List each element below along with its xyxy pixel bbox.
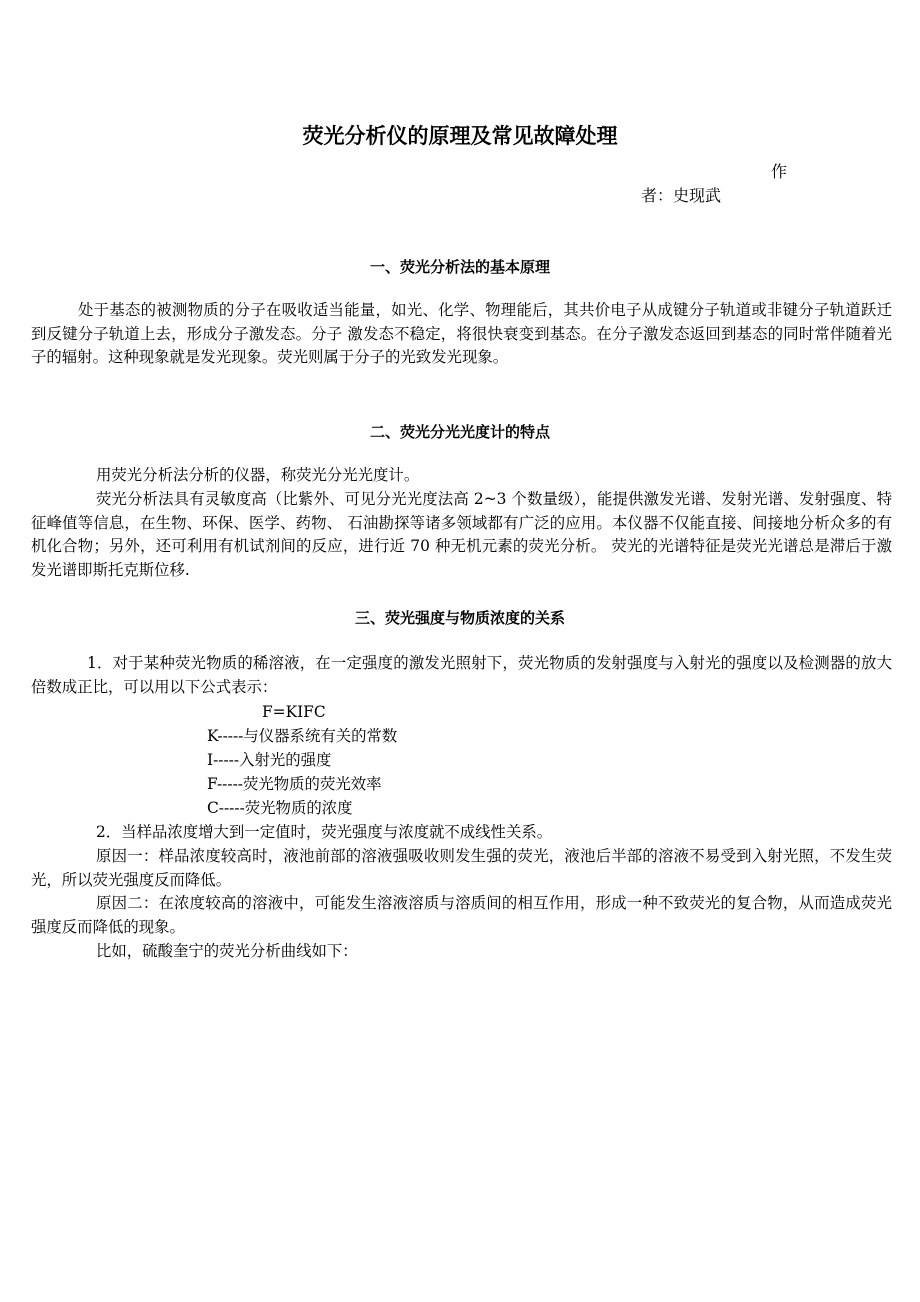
section-3-item-2: 2．当样品浓度增大到一定值时，荧光强度与浓度就不成线性关系。 (96, 823, 553, 841)
section-1-heading: 一、荧光分析法的基本原理 (369, 258, 550, 276)
section-3-item-1: 1．对于某种荧光物质的稀溶液，在一定强度的激发光照射下，荧光物质的发射强度与入射光的强度以及检测器的放大倍数成正比，可以用以下公式表示： (31, 654, 892, 696)
section-2-paragraph-1: 用荧光分析法分析的仪器，称荧光分光光度计。 (96, 466, 420, 484)
section-2-heading: 二、荧光分光光度计的特点 (369, 423, 550, 441)
section-3-reason-1: 原因一：样品浓度较高时，液池前部的溶液强吸收则发生强的荧光，液池后半部的溶液不易受到入射光照，不发生荧光，所以荧光强度反而降低。 (31, 847, 892, 889)
section-3-example: 比如，硫酸奎宁的荧光分析曲线如下： (96, 942, 358, 960)
formula-def-f: F-----荧光物质的荧光效率 (207, 775, 382, 793)
author-name: 者：史现武 (641, 186, 722, 205)
section-3-heading: 三、荧光强度与物质浓度的关系 (354, 609, 565, 627)
formula-def-k: K-----与仪器系统有关的常数 (207, 727, 398, 745)
section-3-reason-2: 原因二：在浓度较高的溶液中，可能发生溶液溶质与溶质间的相互作用，形成一种不致荧光的复合物，从而造成荧光强度反而降低的现象。 (31, 894, 892, 936)
formula-def-c: C-----荧光物质的浓度 (207, 799, 353, 817)
formula: F=KIFC (262, 703, 326, 721)
author-label: 作 (771, 162, 788, 181)
formula-def-i: I-----入射光的强度 (207, 751, 332, 769)
page-title: 荧光分析仪的原理及常见故障处理 (302, 124, 618, 148)
section-1-paragraph: 处于基态的被测物质的分子在吸收适当能量，如光、化学、物理能后，其共价电子从成键分子轨道或非键分子轨道跃迁到反键分子轨道上去，形成分子激发态。分子 激发态不稳定，将很快衰变到基态。在分子激发态返回到基态的同时常伴随着光子的辐射。这种现象就是发光现象。荧光则属于分子的光致发光现象。 (31, 301, 892, 366)
section-2-paragraph-2: 荧光分析法具有灵敏度高（比紫外、可见分光光度法高 2~3 个数量级），能提供激发光谱、发射光谱、发射强度、特征峰值等信息，在生物、环保、医学、药物、 石油勘探等诸多领域都有广泛的应用。本仪器不仅能直接、间接地分析众多的有机化合物；另外，还可利用有机试剂间的反应，进行近 70 种无机元素的荧光分析。 荧光的光谱特征是荧光光谱总是滞后于激发光谱即斯托克斯位移. (31, 490, 892, 579)
